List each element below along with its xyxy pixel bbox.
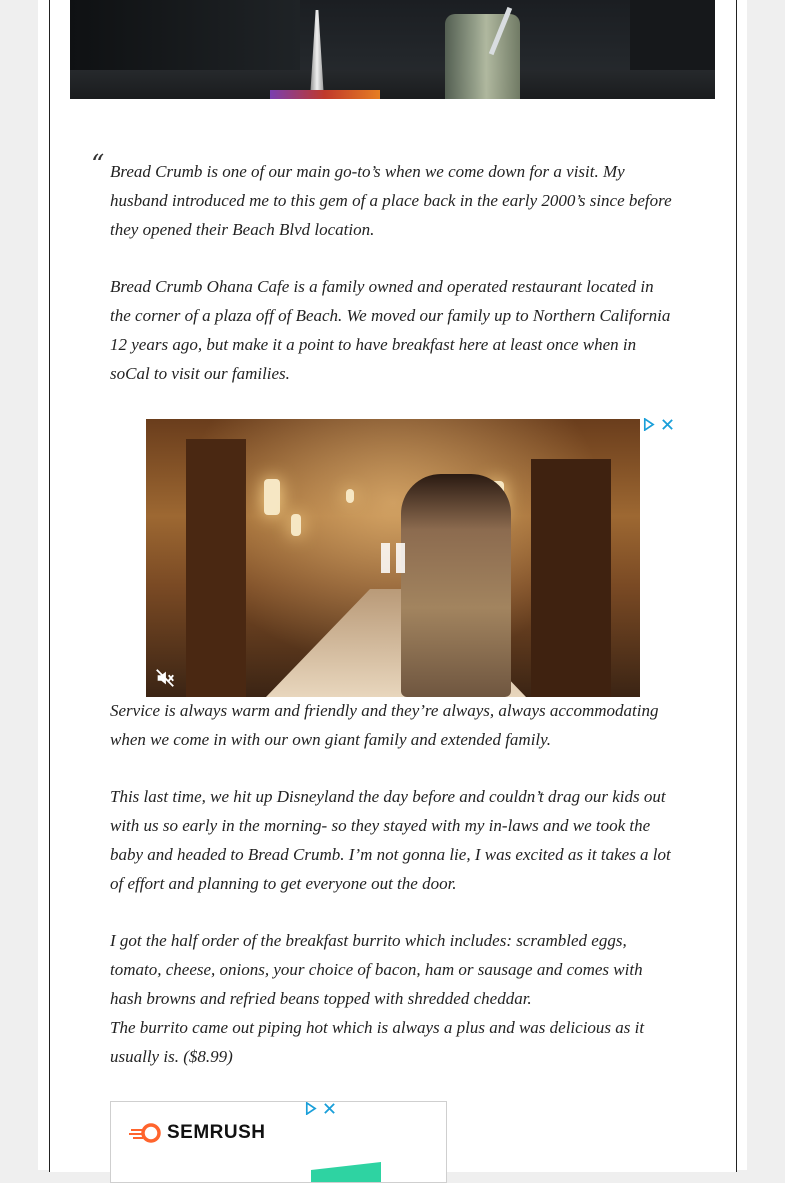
close-icon[interactable] bbox=[323, 1102, 336, 1115]
paragraph-about: Bread Crumb Ohana Cafe is a family owned and operated restaurant located in the corner of a plaza off of Beach. We moved our family up to Northern California 12 years ago, but make it a point to have breakfast here at least once when in soCal to visit our families. bbox=[110, 277, 671, 383]
video-ad[interactable] bbox=[146, 419, 640, 697]
semrush-fireball-icon bbox=[129, 1122, 161, 1144]
semrush-brand-text: SEMRUSH bbox=[167, 1122, 266, 1143]
quote-mark: “ bbox=[91, 150, 105, 180]
video-ad-controls bbox=[642, 418, 674, 431]
hero-photo bbox=[70, 0, 715, 99]
paragraph-intro: Bread Crumb is one of our main go-to’s when we come down for a visit. My husband introduced me to this gem of a place back in the early 2000’s since before they opened their Beach Blvd location. bbox=[110, 162, 672, 239]
pause-icon[interactable] bbox=[381, 543, 405, 573]
adchoices-icon[interactable] bbox=[642, 418, 655, 431]
muted-speaker-icon[interactable] bbox=[154, 667, 176, 689]
paragraph-disneyland: This last time, we hit up Disneyland the day before and couldn’t drag our kids out with us so early in the morning- so they stayed with my in-laws and we took the baby and headed to Bread Crumb. I’m not gonna lie, I was excited as it takes a lot of effort and planning to get everyone out the door. bbox=[110, 787, 671, 893]
banner-ad[interactable] bbox=[110, 1101, 447, 1183]
banner-ad-controls bbox=[304, 1102, 336, 1115]
paragraph-verdict: The burrito came out piping hot which is always a plus and was delicious as it usually is. ($8.99) bbox=[110, 1018, 645, 1066]
semrush-logo bbox=[129, 1122, 266, 1144]
paragraph-service: Service is always warm and friendly and they’re always, always accommodating when we come in with our own giant family and extended family. bbox=[110, 701, 659, 749]
adchoices-icon[interactable] bbox=[304, 1102, 317, 1115]
banner-graphic bbox=[311, 1162, 381, 1182]
paragraph-order: I got the half order of the breakfast burrito which includes: scrambled eggs, tomato, cheese, onions, your choice of bacon, ham or sausage and comes with hash browns and refried beans topped with shredded cheddar. bbox=[110, 931, 643, 1008]
close-icon[interactable] bbox=[661, 418, 674, 431]
